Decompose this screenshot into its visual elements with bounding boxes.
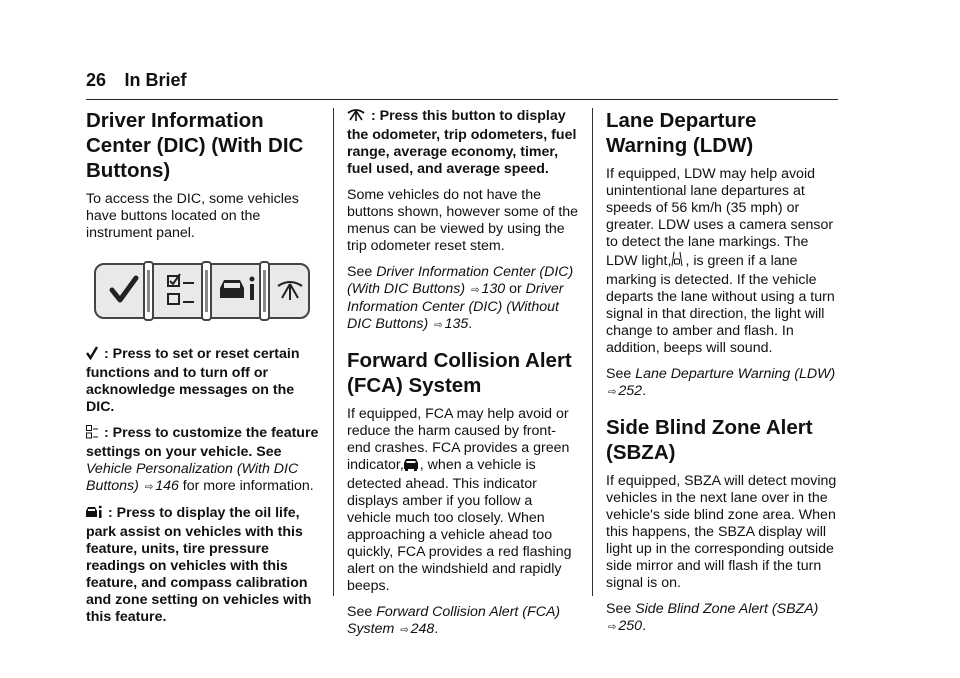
fca-vehicle-icon <box>404 458 418 476</box>
page-ref-arrow-icon: ⇨ <box>608 387 617 398</box>
column-1 <box>86 108 322 635</box>
dic-with-page-ref[interactable]: 130 <box>481 281 506 297</box>
customize-paragraph <box>86 425 322 496</box>
column-divider-2 <box>592 108 593 596</box>
custom-page-ref[interactable]: 146 <box>155 478 179 494</box>
see-label: See <box>606 366 636 382</box>
ldw-link[interactable]: Lane Departure Warning (LDW) <box>635 366 836 382</box>
panel-divider-3 <box>260 262 269 320</box>
check-description: : Press to set or reset certain functions and to turn off or acknowledge messages on the DIC. <box>86 346 300 415</box>
info-paragraph <box>86 505 322 626</box>
dic-with-buttons-link[interactable]: Driver Information Center (DIC) (With DIC Buttons) <box>347 264 574 297</box>
column-3 <box>606 108 838 645</box>
page-ref-arrow-icon: ⇨ <box>471 285 480 296</box>
odometer-icon <box>347 108 365 127</box>
customize-label-lead: : Press to customize the feature settings on your vehicle. See <box>86 425 319 460</box>
page-ref-arrow-icon: ⇨ <box>144 482 154 493</box>
column-divider-1 <box>333 108 334 596</box>
sbza-paragraph: If equipped, SBZA will detect moving vehicles in the next lane over in the vehicle's side blind zone area. When this happens, the SBZA display will light up in the corresponding outside side mirror and will flash if the turn signal is on. <box>606 473 837 591</box>
check-paragraph <box>86 346 322 416</box>
see-label: See <box>347 264 377 280</box>
see-dic-paragraph: See Driver Information Center (DIC) (With DIC Buttons) ⇨ 130 or Driver Information Center (DIC) (Without DIC Buttons) ⇨ 135. <box>347 264 574 332</box>
dic-without-buttons-link[interactable]: Driver Information Center (DIC) (Without DIC Buttons) <box>347 281 564 332</box>
column-2 <box>347 108 579 648</box>
dic-intro: To access the DIC, some vehicles have buttons located on the instrument panel. <box>86 191 299 241</box>
fca-heading: Forward Collision Alert (FCA) System <box>347 349 572 397</box>
fca-page-ref[interactable]: 248 <box>410 621 435 637</box>
page-header <box>86 70 838 91</box>
info-description: : Press to display the oil life, park assist on vehicles with this feature, units, tire pressure readings on vehicles with this feature, and compass calibration and zone setting on vehicles with this feature. <box>86 505 312 625</box>
see-ldw-paragraph: See Lane Departure Warning (LDW) ⇨ 252. <box>606 366 836 399</box>
sbza-page-ref[interactable]: 250 <box>618 618 643 634</box>
sbza-link[interactable]: Side Blind Zone Alert (SBZA) <box>635 601 819 617</box>
odometer-paragraph <box>347 108 579 178</box>
some-vehicles-paragraph: Some vehicles do not have the buttons shown, however some of the menus can be viewed by using the trip odometer reset stem. <box>347 187 579 254</box>
fca-text-b: , when a vehicle is detected ahead. This indicator displays amber if you follow a vehicle much too closely. When approaching a vehicle ahead too quickly, FCA provides a red flashing alert on the windshield and rapidly beeps. <box>347 457 572 594</box>
odometer-description: : Press this button to display the odometer, trip odometers, fuel range, average economy, timer, fuel used, and average speed. <box>347 108 577 177</box>
page-number: 26 <box>86 70 107 90</box>
dic-without-page-ref[interactable]: 135 <box>444 316 469 332</box>
see-sbza-paragraph: See Side Blind Zone Alert (SBZA) ⇨ 250. <box>606 601 819 634</box>
header-rule <box>86 99 838 100</box>
page-ref-arrow-icon: ⇨ <box>608 622 617 633</box>
see-fca-paragraph: See Forward Collision Alert (FCA) System ⇨ 248. <box>347 604 561 637</box>
vehicle-personalization-link[interactable]: Vehicle Personalization (With DIC Buttons) <box>86 461 299 494</box>
dic-button-panel <box>94 260 310 324</box>
section-title: In Brief <box>124 70 187 90</box>
ldw-text-b: , is green if a lane marking is detected. If the vehicle departs the lane without using a turn signal in that direction, the light will change to amber and flash. In addition, beeps will sound. <box>606 253 835 356</box>
ldw-text-a: If equipped, LDW may help avoid unintentional lane departures at speeds of 56 km/h (35 mph) or greater. LDW uses a camera sensor to detect the lane markings. The LDW light, <box>606 166 834 269</box>
sbza-heading: Side Blind Zone Alert (SBZA) <box>606 416 813 464</box>
custom-tail: for more information. <box>178 478 314 494</box>
vehicle-info-icon <box>86 505 102 524</box>
check-icon <box>86 346 98 365</box>
ldw-icon <box>671 251 683 272</box>
fca-link[interactable]: Forward Collision Alert (FCA) System <box>347 604 561 637</box>
ldw-paragraph <box>606 166 838 357</box>
ldw-page-ref[interactable]: 252 <box>618 383 643 399</box>
fca-text-a: If equipped, FCA may help avoid or reduce the harm caused by front-end crashes. FCA provides a green indicator, <box>347 406 570 473</box>
page-ref-arrow-icon: ⇨ <box>400 625 409 636</box>
dic-heading: Driver Information Center (DIC) (With DIC Buttons) <box>86 109 304 182</box>
panel-divider-2 <box>202 262 211 320</box>
fca-paragraph <box>347 406 579 595</box>
see-label: See <box>606 601 636 617</box>
or-label: or <box>505 281 526 297</box>
ldw-heading: Lane Departure Warning (LDW) <box>606 109 757 157</box>
panel-divider-1 <box>144 262 153 320</box>
page-ref-arrow-icon: ⇨ <box>434 320 443 331</box>
see-label: See <box>347 604 377 620</box>
customize-icon <box>86 425 98 444</box>
